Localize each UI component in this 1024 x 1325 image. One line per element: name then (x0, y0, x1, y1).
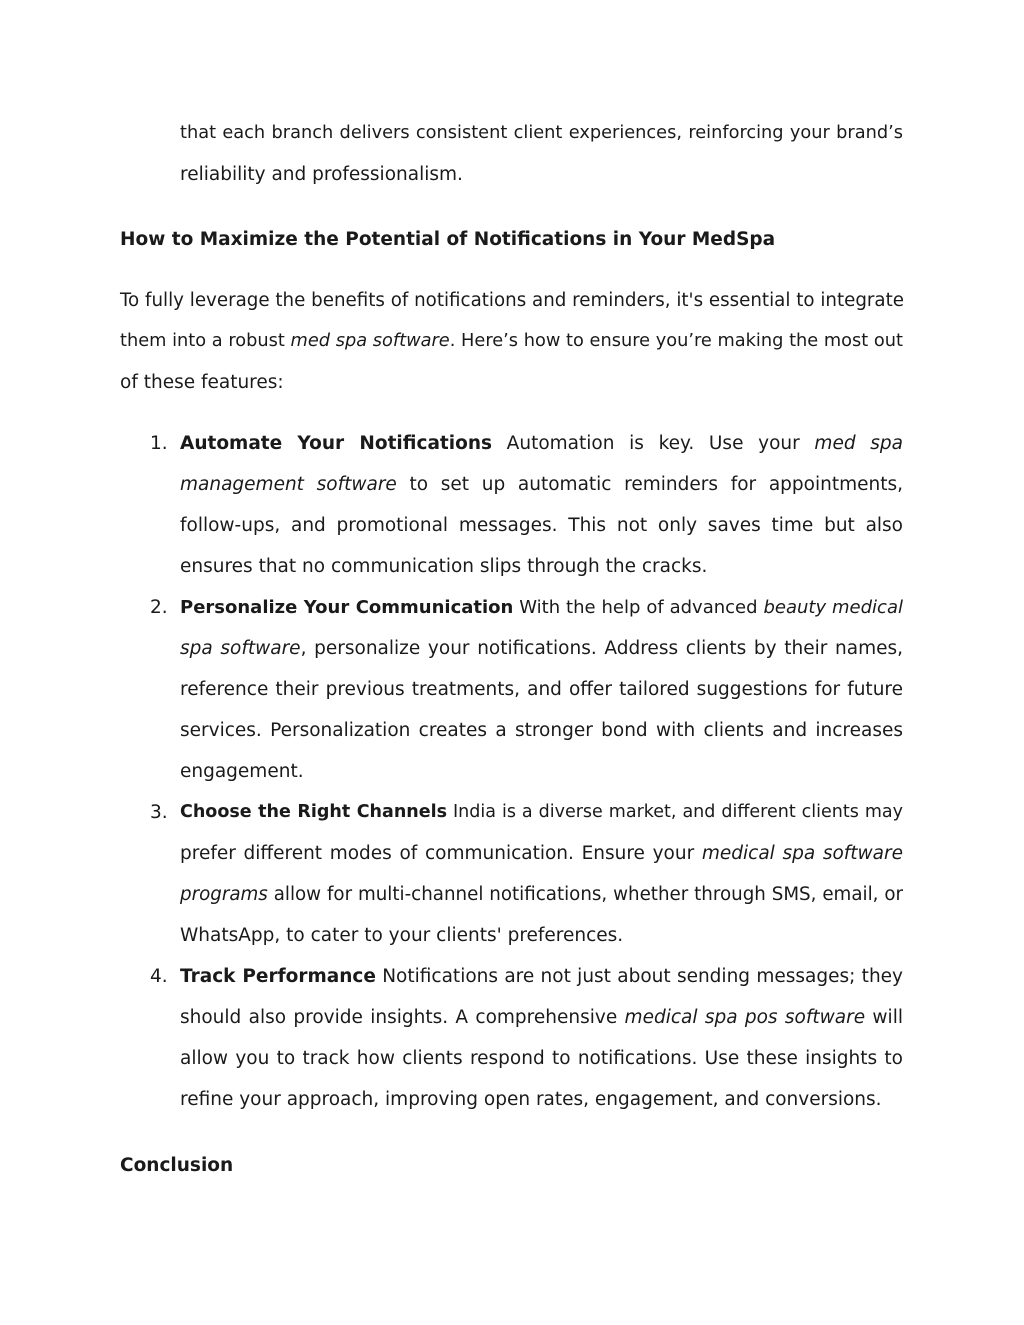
list-number: 4. (150, 966, 168, 987)
list-number: 3. (150, 802, 168, 823)
list-number: 1. (150, 433, 168, 454)
paragraph-line-1: To fully leverage the benefits of notifications and reminders, it's essential to integrate (120, 290, 905, 311)
list-number: 2. (150, 597, 168, 618)
intro-line-2: reliability and professionalism. (180, 164, 463, 185)
intro-line-1: that each branch delivers consistent client experiences, reinforcing your brand’s (180, 123, 903, 143)
conclusion-heading: Conclusion (120, 1155, 234, 1176)
section-heading: How to Maximize the Potential of Notifications in Your MedSpa (120, 229, 776, 250)
paragraph-line-2: them into a robust med spa software. Here’s how to ensure you’re making the most out (120, 331, 903, 351)
paragraph-line-3: of these features: (120, 372, 284, 393)
